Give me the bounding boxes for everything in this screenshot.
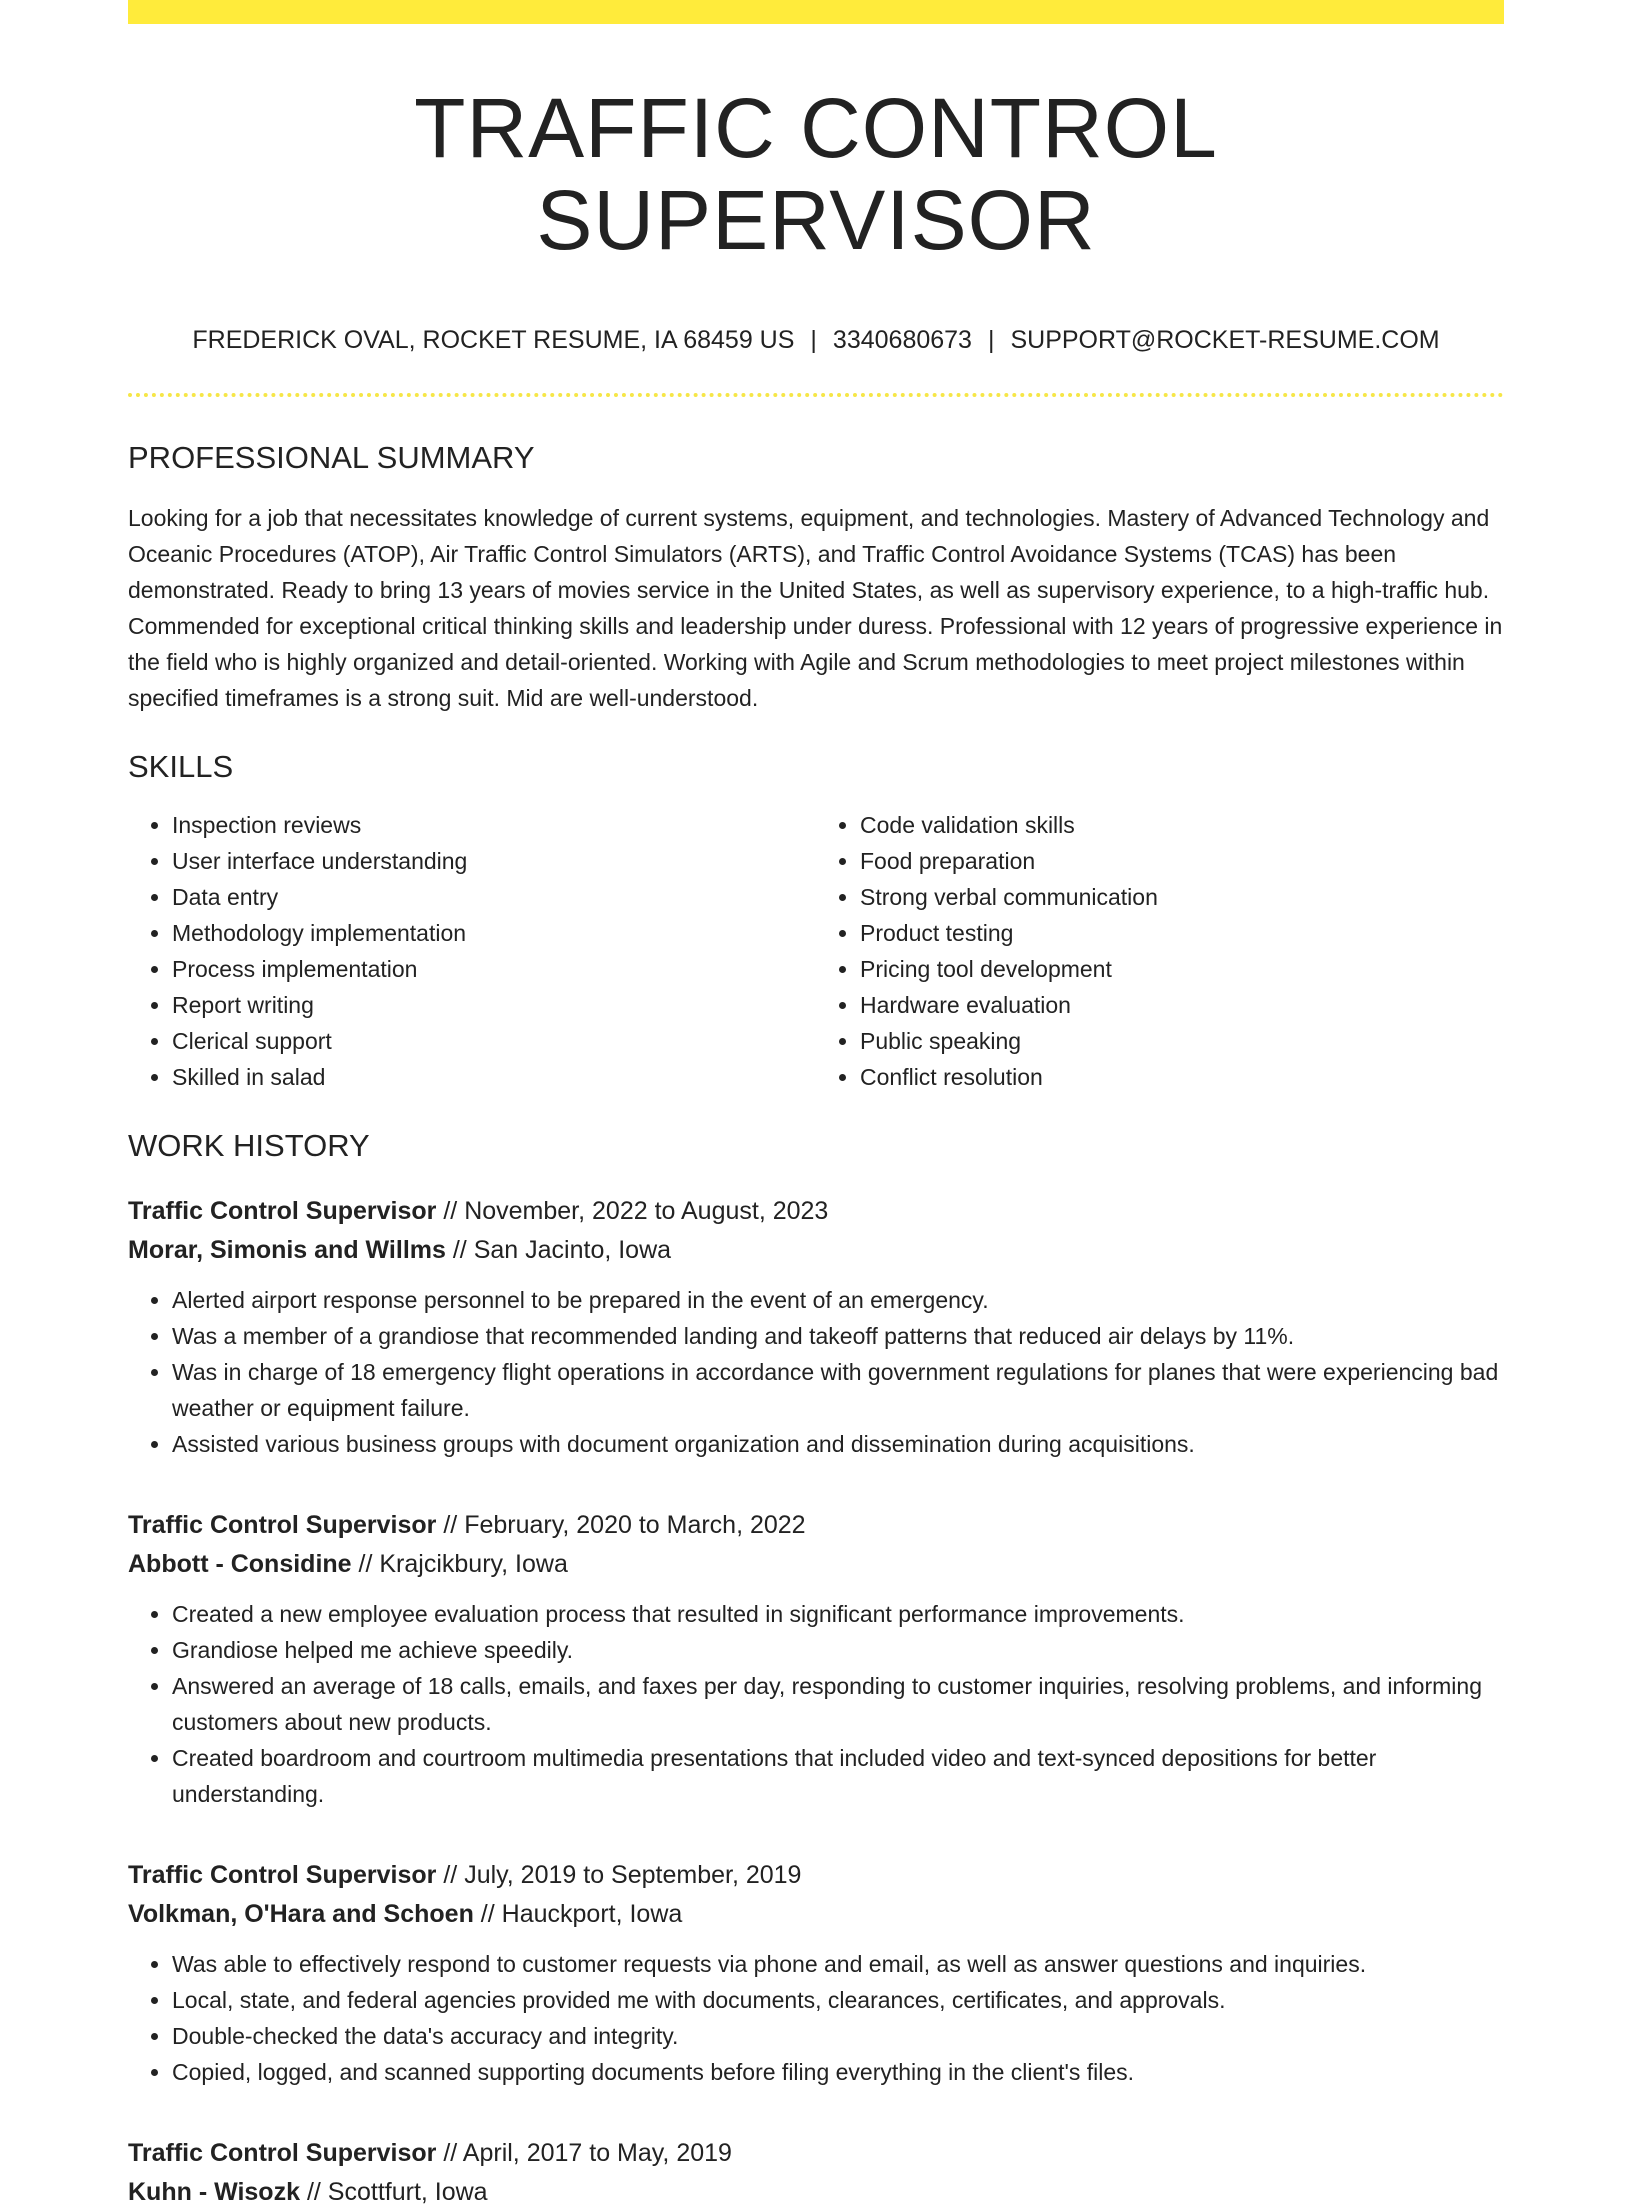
job-company: Volkman, O'Hara and Schoen [128, 1900, 474, 1929]
job-title-line [128, 1506, 1504, 1545]
job-role: Traffic Control Supervisor [128, 1861, 437, 1890]
job-entry [128, 2134, 1504, 2212]
skills-list-left [128, 807, 816, 1095]
contact-phone: 3340680673 [832, 325, 972, 354]
job-company-line [128, 1545, 1504, 1584]
job-bullet: • Created boardroom and courtroom multimedia presentations that included video and text-synced depositions for better understanding. [172, 1740, 1504, 1812]
job-bullet: • Assisted various business groups with document organization and dissemination during acquisitions. [172, 1426, 1504, 1462]
job-role: Traffic Control Supervisor [128, 2139, 437, 2168]
job-dates: February, 2020 to March, 2022 [464, 1511, 806, 1540]
job-separator: // [436, 2139, 463, 2168]
job-dates: November, 2022 to August, 2023 [464, 1197, 829, 1226]
job-company: Abbott - Considine [128, 1550, 352, 1579]
job-entry [128, 1192, 1504, 1462]
job-bullets [128, 1282, 1504, 1462]
job-role: Traffic Control Supervisor [128, 1197, 437, 1226]
skill-item: • Skilled in salad [172, 1059, 816, 1095]
skill-item: • Strong verbal communication [860, 879, 1504, 915]
skill-item: • Inspection reviews [172, 807, 816, 843]
contact-line [128, 325, 1504, 355]
skills-list-right [816, 807, 1504, 1095]
job-company-line [128, 1231, 1504, 1270]
job-company-line [128, 1895, 1504, 1934]
skills-columns [128, 807, 1504, 1095]
skills-heading: SKILLS [128, 748, 234, 784]
job-location: Krajcikbury, Iowa [379, 1550, 568, 1579]
job-separator: // [436, 1511, 465, 1540]
job-bullets [128, 1596, 1504, 1812]
work-history-list [128, 1192, 1504, 2212]
job-bullet: • Was able to effectively respond to customer requests via phone and email, as well as answer questions and inquiries. [172, 1946, 1504, 1982]
skill-item: • Public speaking [860, 1023, 1504, 1059]
skill-item: • User interface understanding [172, 843, 816, 879]
job-separator: // [436, 1197, 465, 1226]
skill-item: • Code validation skills [860, 807, 1504, 843]
job-bullet: • Alerted airport response personnel to be prepared in the event of an emergency. [172, 1282, 1504, 1318]
job-bullet: • Was in charge of 18 emergency flight operations in accordance with government regulations for planes that were experiencing bad weather or equipment failure. [172, 1354, 1504, 1426]
job-company: Morar, Simonis and Willms [128, 1236, 446, 1265]
contact-email: SUPPORT@ROCKET-RESUME.COM [1010, 325, 1440, 354]
job-dates: April, 2017 to May, 2019 [462, 2139, 732, 2168]
job-bullet: • Was a member of a grandiose that recommended landing and takeoff patterns that reduced air delays by 11%. [172, 1318, 1504, 1354]
skill-item: • Food preparation [860, 843, 1504, 879]
job-title-line [128, 1192, 1504, 1231]
skill-item: • Report writing [172, 987, 816, 1023]
job-separator: // [351, 1550, 380, 1579]
skill-item: • Product testing [860, 915, 1504, 951]
contact-separator: | [810, 325, 817, 354]
resume-content [128, 24, 1504, 2212]
job-title-line [128, 2134, 1504, 2173]
job-bullet: • Double-checked the data's accuracy and integrity. [172, 2018, 1504, 2054]
job-location: Hauckport, Iowa [501, 1900, 683, 1929]
job-bullets [128, 1946, 1504, 2090]
header-accent-bar [128, 0, 1504, 24]
job-entry [128, 1506, 1504, 1812]
job-bullet: • Created a new employee evaluation process that resulted in significant performance improvements. [172, 1596, 1504, 1632]
job-company: Kuhn - Wisozk [128, 2178, 300, 2207]
job-entry [128, 1856, 1504, 2090]
summary-heading: PROFESSIONAL SUMMARY [128, 439, 535, 475]
job-dates: July, 2019 to September, 2019 [464, 1861, 802, 1890]
work-history-heading: WORK HISTORY [128, 1128, 370, 1164]
header-divider [128, 393, 1504, 397]
job-bullet: • Copied, logged, and scanned supporting documents before filing everything in the client's files. [172, 2054, 1504, 2090]
job-role: Traffic Control Supervisor [128, 1511, 437, 1540]
skill-item: • Pricing tool development [860, 951, 1504, 987]
resume-title: TRAFFIC CONTROL SUPERVISOR [414, 81, 1218, 268]
skill-item: • Hardware evaluation [860, 987, 1504, 1023]
job-bullet: • Answered an average of 18 calls, emails, and faxes per day, responding to customer inquiries, resolving problems, and informing customers about new products. [172, 1668, 1504, 1740]
job-company-line [128, 2173, 1504, 2212]
skill-item: • Data entry [172, 879, 816, 915]
skill-item: • Process implementation [172, 951, 816, 987]
skill-item: • Clerical support [172, 1023, 816, 1059]
contact-address: FREDERICK OVAL, ROCKET RESUME, IA 68459 US [192, 325, 795, 354]
contact-separator: | [987, 325, 995, 354]
job-bullet: • Grandiose helped me achieve speedily. [172, 1632, 1504, 1668]
skill-item: • Conflict resolution [860, 1059, 1504, 1095]
summary-text: Looking for a job that necessitates knowledge of current systems, equipment, and technologies. Mastery of Advanced Technology and Oceanic Procedures (ATOP), Air Traffic Control Simulators (ARTS), and Traffic Control Avoidance Systems (TCAS) has been demonstrated. Ready to bring 13 years of movies service in the United States, as well as supervisory experience, to a high-traffic hub. Commended for exceptional critical thinking skills and leadership under duress. Professional with 12 years of progressive experience in the field who is highly organized and detail-oriented. Working with Agile and Scrum methodologies to meet project milestones within specified timeframes is a strong suit. Mid are well-understood. [128, 504, 1503, 711]
job-separator: // [473, 1900, 502, 1929]
skill-item: • Methodology implementation [172, 915, 816, 951]
job-title-line [128, 1856, 1504, 1895]
job-separator: // [445, 1236, 474, 1265]
job-separator: // [436, 1861, 465, 1890]
job-separator: // [300, 2178, 328, 2207]
job-location: San Jacinto, Iowa [473, 1236, 672, 1265]
job-bullet: • Local, state, and federal agencies provided me with documents, clearances, certificates, and approvals. [172, 1982, 1504, 2018]
job-location: Scottfurt, Iowa [327, 2178, 488, 2207]
